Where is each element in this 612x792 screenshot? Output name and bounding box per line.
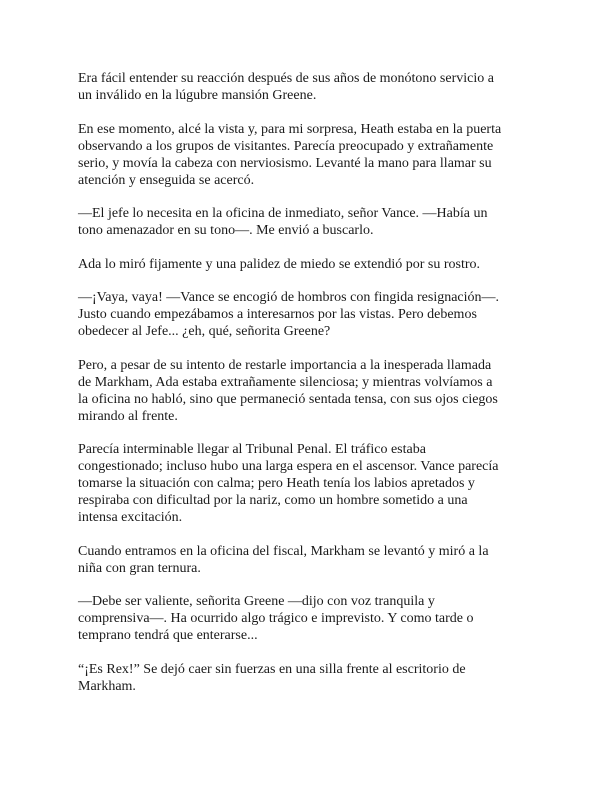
paragraph-7: Parecía interminable llegar al Tribunal Penal. El tráfico estaba congestionado; incluso hubo una larga espera en el ascensor. Vance parecía tomarse la situación con calma; pero Heath tenía los labios apretados y respiraba con dificultad por la nariz, como un hombre sometido a una intensa excitación. [78,442,499,525]
paragraph-6: Pero, a pesar de su intento de restarle importancia a la inesperada llamada de Markham, Ada estaba extrañamente silenciosa; y mientras volvíamos a la oficina no habló, sino que permaneció sentada tensa, con sus ojos ciegos mirando al frente. [78,357,498,424]
paragraph-9: —Debe ser valiente, señorita Greene —dijo con voz tranquila y comprensiva—. Ha ocurrido algo trágico e imprevisto. Y como tarde o temprano tendrá que enterarse... [78,594,474,643]
paragraph-2: En ese momento, alcé la vista y, para mi sorpresa, Heath estaba en la puerta observando a los grupos de visitantes. Parecía preocupado y extrañamente serio, y movía la cabeza con nerviosismo. Levanté la mano para llamar su atención y enseguida se acercó. [78,121,502,188]
paragraph-5: —¡Vaya, vaya! —Vance se encogió de hombros con fingida resignación—. Justo cuando empezábamos a interesarnos por las vistas. Pero debemos obedecer al Jefe... ¿eh, qué, señorita Greene? [78,290,500,339]
paragraph-1: Era fácil entender su reacción después de sus años de monótono servicio a un inválido en la lúgubre mansión Greene. [78,71,494,103]
paragraph-4: Ada lo miró fijamente y una palidez de miedo se extendió por su rostro. [78,256,481,272]
paragraph-3: —El jefe lo necesita en la oficina de inmediato, señor Vance. —Había un tono amenazador en su tono—. Me envió a buscarlo. [78,206,488,238]
body-text [78,70,538,711]
paragraph-10: “¡Es Rex!” Se dejó caer sin fuerzas en una silla frente al escritorio de Markham. [78,661,466,694]
paragraph-8: Cuando entramos en la oficina del fiscal, Markham se levantó y miró a la niña con gran ternura. [78,543,489,576]
